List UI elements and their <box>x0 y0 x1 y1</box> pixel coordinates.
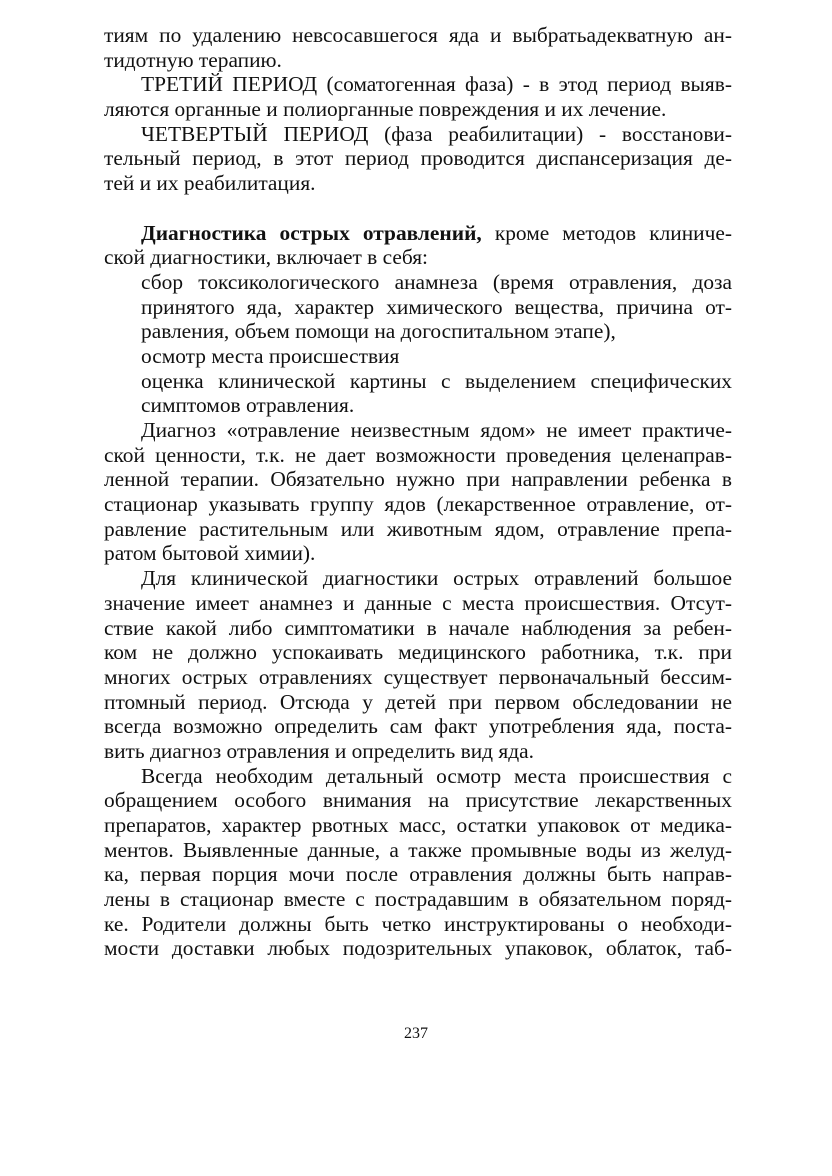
text-line: многих острых отравлениях существует первоначальный бессим- <box>104 664 732 689</box>
text-line: ка, первая порция мочи после отравления должны быть направ- <box>104 862 732 887</box>
line-text: кроме методов клиниче- <box>481 220 732 245</box>
paragraph-gap <box>104 196 732 221</box>
text-line: мости доставки любых подозрительных упаковок, облаток, таб- <box>104 936 732 961</box>
text-line: обращением особого внимания на присутствие лекарственных <box>104 788 732 813</box>
text-line: значение имеет анамнез и данные с места происшествия. Отсут- <box>104 590 732 615</box>
text-line: ТРЕТИЙ ПЕРИОД (соматогенная фаза) - в этод период выяв- <box>141 72 732 97</box>
text-line: Всегда необходим детальный осмотр места происшествия с <box>141 763 732 788</box>
text-line: сбор токсикологического анамнеза (время отравления, доза <box>141 269 732 294</box>
text-line: птомный период. Отсюда у детей при первом обследовании не <box>104 689 732 714</box>
body-text <box>104 23 732 961</box>
text-line: ментов. Выявленные данные, а также промывные воды из желуд- <box>104 837 732 862</box>
text-line: ке. Родители должны быть четко инструктированы о необходи- <box>104 911 732 936</box>
text-line: лены в стационар вместе с пострадавшим в обязательном поряд- <box>104 887 732 912</box>
text-line: ратом бытовой химии). <box>104 541 316 566</box>
bold-heading-text: Диагностика острых отравлений, <box>141 220 482 245</box>
page-number: 237 <box>404 1025 428 1042</box>
text-line: принятого яда, характер химического вещества, причина от- <box>141 294 732 319</box>
text-line: ленной терапии. Обязательно нужно при направлении ребенка в <box>104 467 732 492</box>
text-line: ской ценности, т.к. не дает возможности проведения целенаправ- <box>104 442 732 467</box>
text-line: ствие какой либо симптоматики в начале наблюдения за ребен- <box>104 615 732 640</box>
text-line: симптомов отравления. <box>141 393 355 418</box>
text-line: ЧЕТВЕРТЫЙ ПЕРИОД (фаза реабилитации) - восстанови- <box>141 121 732 146</box>
text-line: осмотр места происшествия <box>141 343 400 368</box>
text-line: тиям по удалению невсосавшегося яда и выбратьадекватную ан- <box>104 23 732 47</box>
text-line: оценка клинической картины с выделением специфических <box>141 368 732 393</box>
text-line: вить диагноз отравления и определить вид яда. <box>104 738 534 763</box>
text-line: ком не должно успокаивать медицинского работника, т.к. при <box>104 640 732 665</box>
text-line: Диагноз «отравление неизвестным ядом» не имеет практиче- <box>141 418 732 442</box>
text-line: тидотную терапию. <box>104 47 282 72</box>
text-line: Для клинической диагностики острых отравлений большое <box>141 566 732 591</box>
text-line: равление растительным или животным ядом, отравление препа- <box>104 516 732 541</box>
text-line: стационар указывать группу ядов (лекарственное отравление, от- <box>104 492 732 517</box>
text-line: препаратов, характер рвотных масс, остатки упаковок от медика- <box>104 813 732 837</box>
text-line: всегда возможно определить сам факт употребления яда, поста- <box>104 714 732 739</box>
text-line <box>104 221 732 246</box>
text-line: тей и их реабилитация. <box>104 171 316 196</box>
text-line: ской диагностики, включает в себя: <box>104 245 428 270</box>
text-line: ляются органные и полиорганные повреждения и их лечение. <box>104 97 667 122</box>
text-line: тельный период, в этот период проводится диспансеризация де- <box>104 146 732 171</box>
text-line: равления, объем помощи на догоспитальном этапе), <box>141 319 616 344</box>
